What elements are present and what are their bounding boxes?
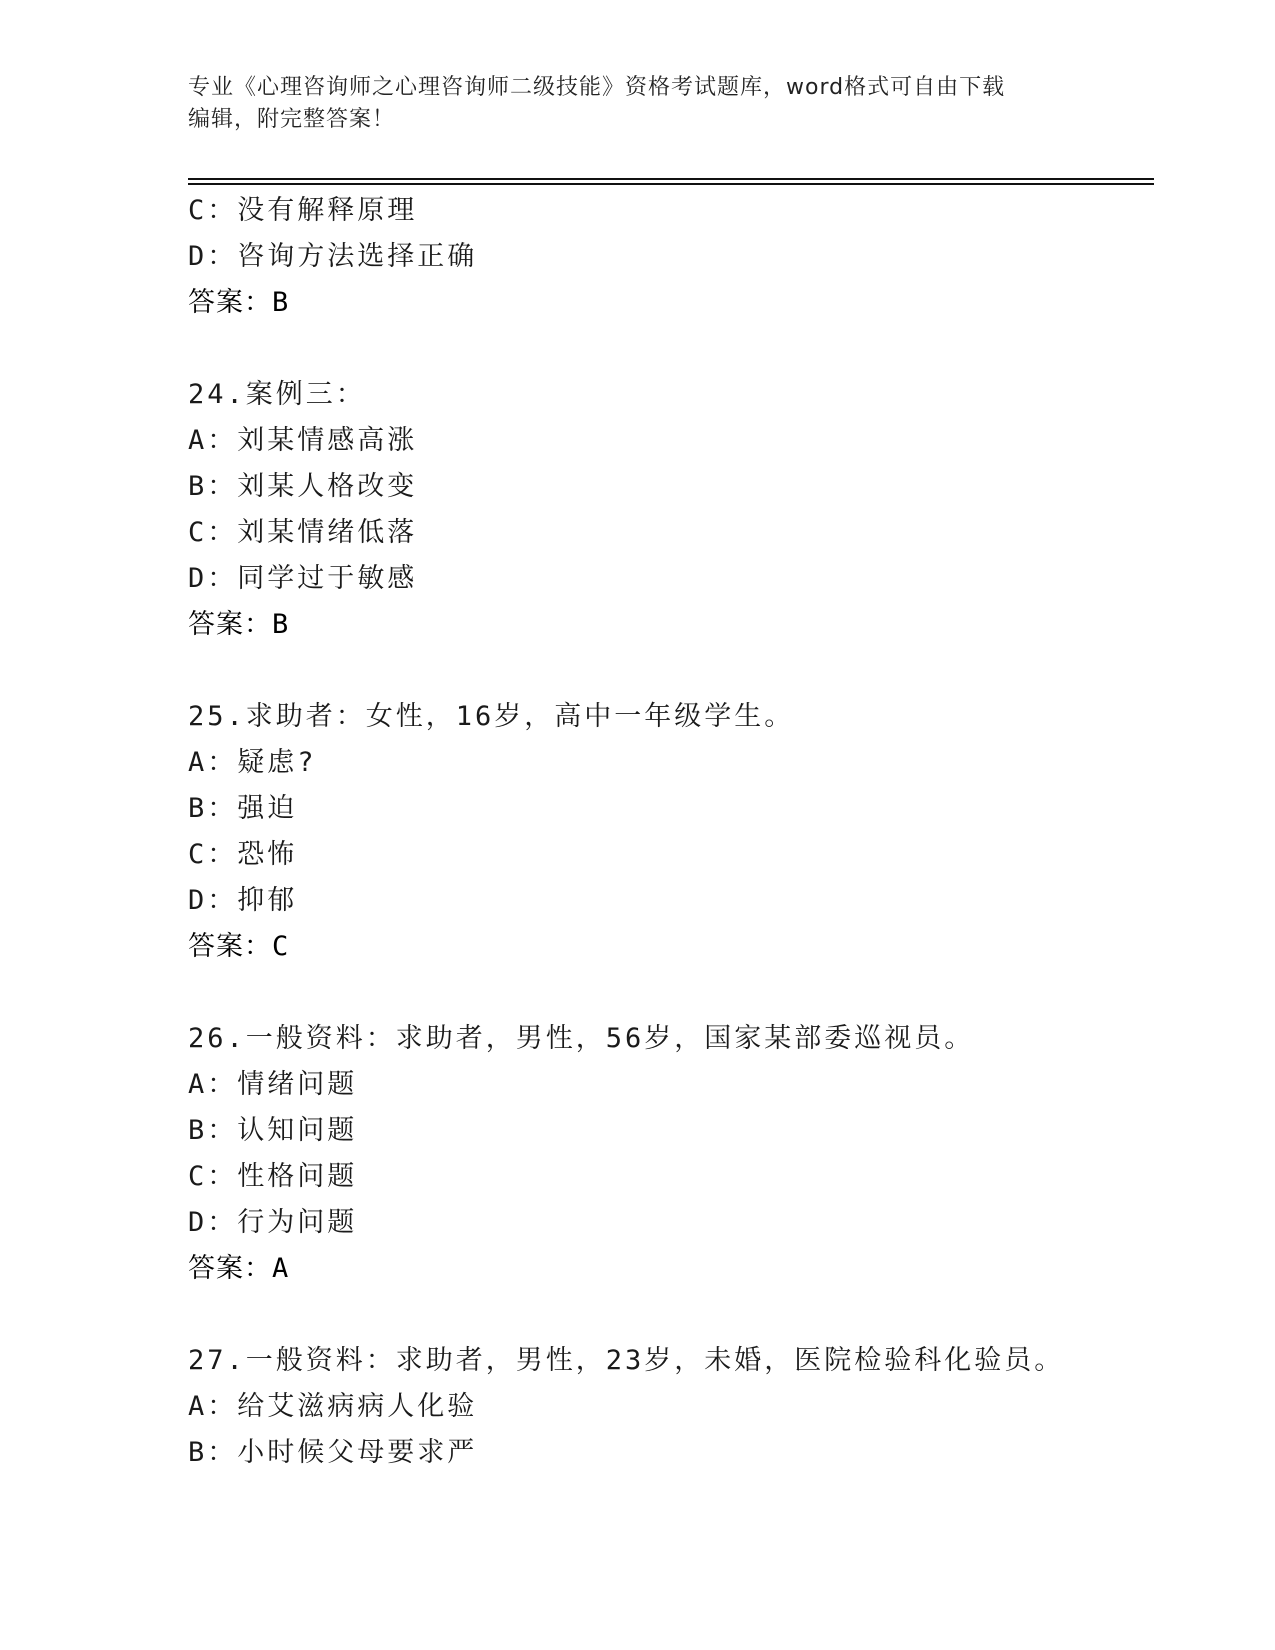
question-stem <box>188 694 1154 740</box>
option-line <box>188 464 1154 510</box>
question-number: 25. <box>188 701 246 732</box>
document-header <box>188 72 1088 136</box>
option-letter: D： <box>188 241 238 272</box>
option-letter: C： <box>188 1161 238 1192</box>
option-line <box>188 1384 1154 1430</box>
option-text: 认知问题 <box>237 1115 358 1146</box>
answer-value: B <box>272 609 290 640</box>
option-line <box>188 832 1154 878</box>
option-line <box>188 1062 1154 1108</box>
option-line <box>188 510 1154 556</box>
answer-line <box>188 1246 1154 1292</box>
option-text: 刘某人格改变 <box>237 471 418 502</box>
option-letter: B： <box>188 793 238 824</box>
question-stem <box>188 372 1154 418</box>
answer-label: 答案： <box>188 931 272 962</box>
question-stem <box>188 1338 1154 1384</box>
question-list <box>188 188 1154 1476</box>
option-text: 疑虑? <box>237 747 317 778</box>
spacer <box>188 970 1154 1016</box>
answer-value: A <box>272 1253 290 1284</box>
question-text: 一般资料：求助者，男性，56岁，国家某部委巡视员。 <box>245 1023 975 1054</box>
option-text: 行为问题 <box>237 1207 358 1238</box>
spacer <box>188 326 1154 372</box>
answer-label: 答案： <box>188 287 272 318</box>
answer-value: C <box>272 931 290 962</box>
question-number: 26. <box>188 1023 246 1054</box>
option-letter: B： <box>188 1115 238 1146</box>
option-text: 刘某情感高涨 <box>237 425 418 456</box>
spacer <box>188 648 1154 694</box>
option-text: 咨询方法选择正确 <box>237 241 478 272</box>
answer-value: B <box>272 287 290 318</box>
option-letter: C： <box>188 517 238 548</box>
question-text: 案例三： <box>245 379 366 410</box>
option-text: 刘某情绪低落 <box>237 517 418 548</box>
option-line <box>188 1200 1154 1246</box>
option-text: 强迫 <box>237 793 298 824</box>
option-line <box>188 878 1154 924</box>
option-text: 情绪问题 <box>237 1069 358 1100</box>
option-line <box>188 1430 1154 1476</box>
option-letter: D： <box>188 1207 238 1238</box>
option-line <box>188 1154 1154 1200</box>
header-divider-top <box>188 178 1154 180</box>
option-letter: C： <box>188 195 238 226</box>
spacer <box>188 1292 1154 1338</box>
option-letter: A： <box>188 1069 238 1100</box>
answer-line <box>188 602 1154 648</box>
option-letter: D： <box>188 885 238 916</box>
option-text: 恐怖 <box>237 839 298 870</box>
option-line <box>188 234 1154 280</box>
answer-line <box>188 924 1154 970</box>
option-letter: A： <box>188 747 238 778</box>
answer-line <box>188 280 1154 326</box>
option-text: 小时候父母要求严 <box>237 1437 478 1468</box>
answer-label: 答案： <box>188 1253 272 1284</box>
question-text: 一般资料：求助者，男性，23岁，未婚，医院检验科化验员。 <box>245 1345 1065 1376</box>
option-letter: B： <box>188 471 238 502</box>
option-line <box>188 1108 1154 1154</box>
option-letter: D： <box>188 563 238 594</box>
question-text: 求助者：女性，16岁，高中一年级学生。 <box>245 701 795 732</box>
header-line-2: 编辑，附完整答案！ <box>188 107 396 132</box>
option-line <box>188 740 1154 786</box>
option-text: 给艾滋病病人化验 <box>237 1391 478 1422</box>
header-line-1: 专业《心理咨询师之心理咨询师二级技能》资格考试题库，word格式可自由下载 <box>188 75 1006 100</box>
option-line <box>188 556 1154 602</box>
question-number: 24. <box>188 379 246 410</box>
option-text: 性格问题 <box>237 1161 358 1192</box>
question-number: 27. <box>188 1345 246 1376</box>
option-letter: A： <box>188 1391 238 1422</box>
option-text: 没有解释原理 <box>237 195 418 226</box>
option-line <box>188 188 1154 234</box>
option-line <box>188 418 1154 464</box>
option-text: 抑郁 <box>237 885 298 916</box>
header-divider-bottom <box>188 183 1154 185</box>
option-text: 同学过于敏感 <box>237 563 418 594</box>
option-letter: C： <box>188 839 238 870</box>
option-letter: A： <box>188 425 238 456</box>
answer-label: 答案： <box>188 609 272 640</box>
question-stem <box>188 1016 1154 1062</box>
option-line <box>188 786 1154 832</box>
option-letter: B： <box>188 1437 238 1468</box>
